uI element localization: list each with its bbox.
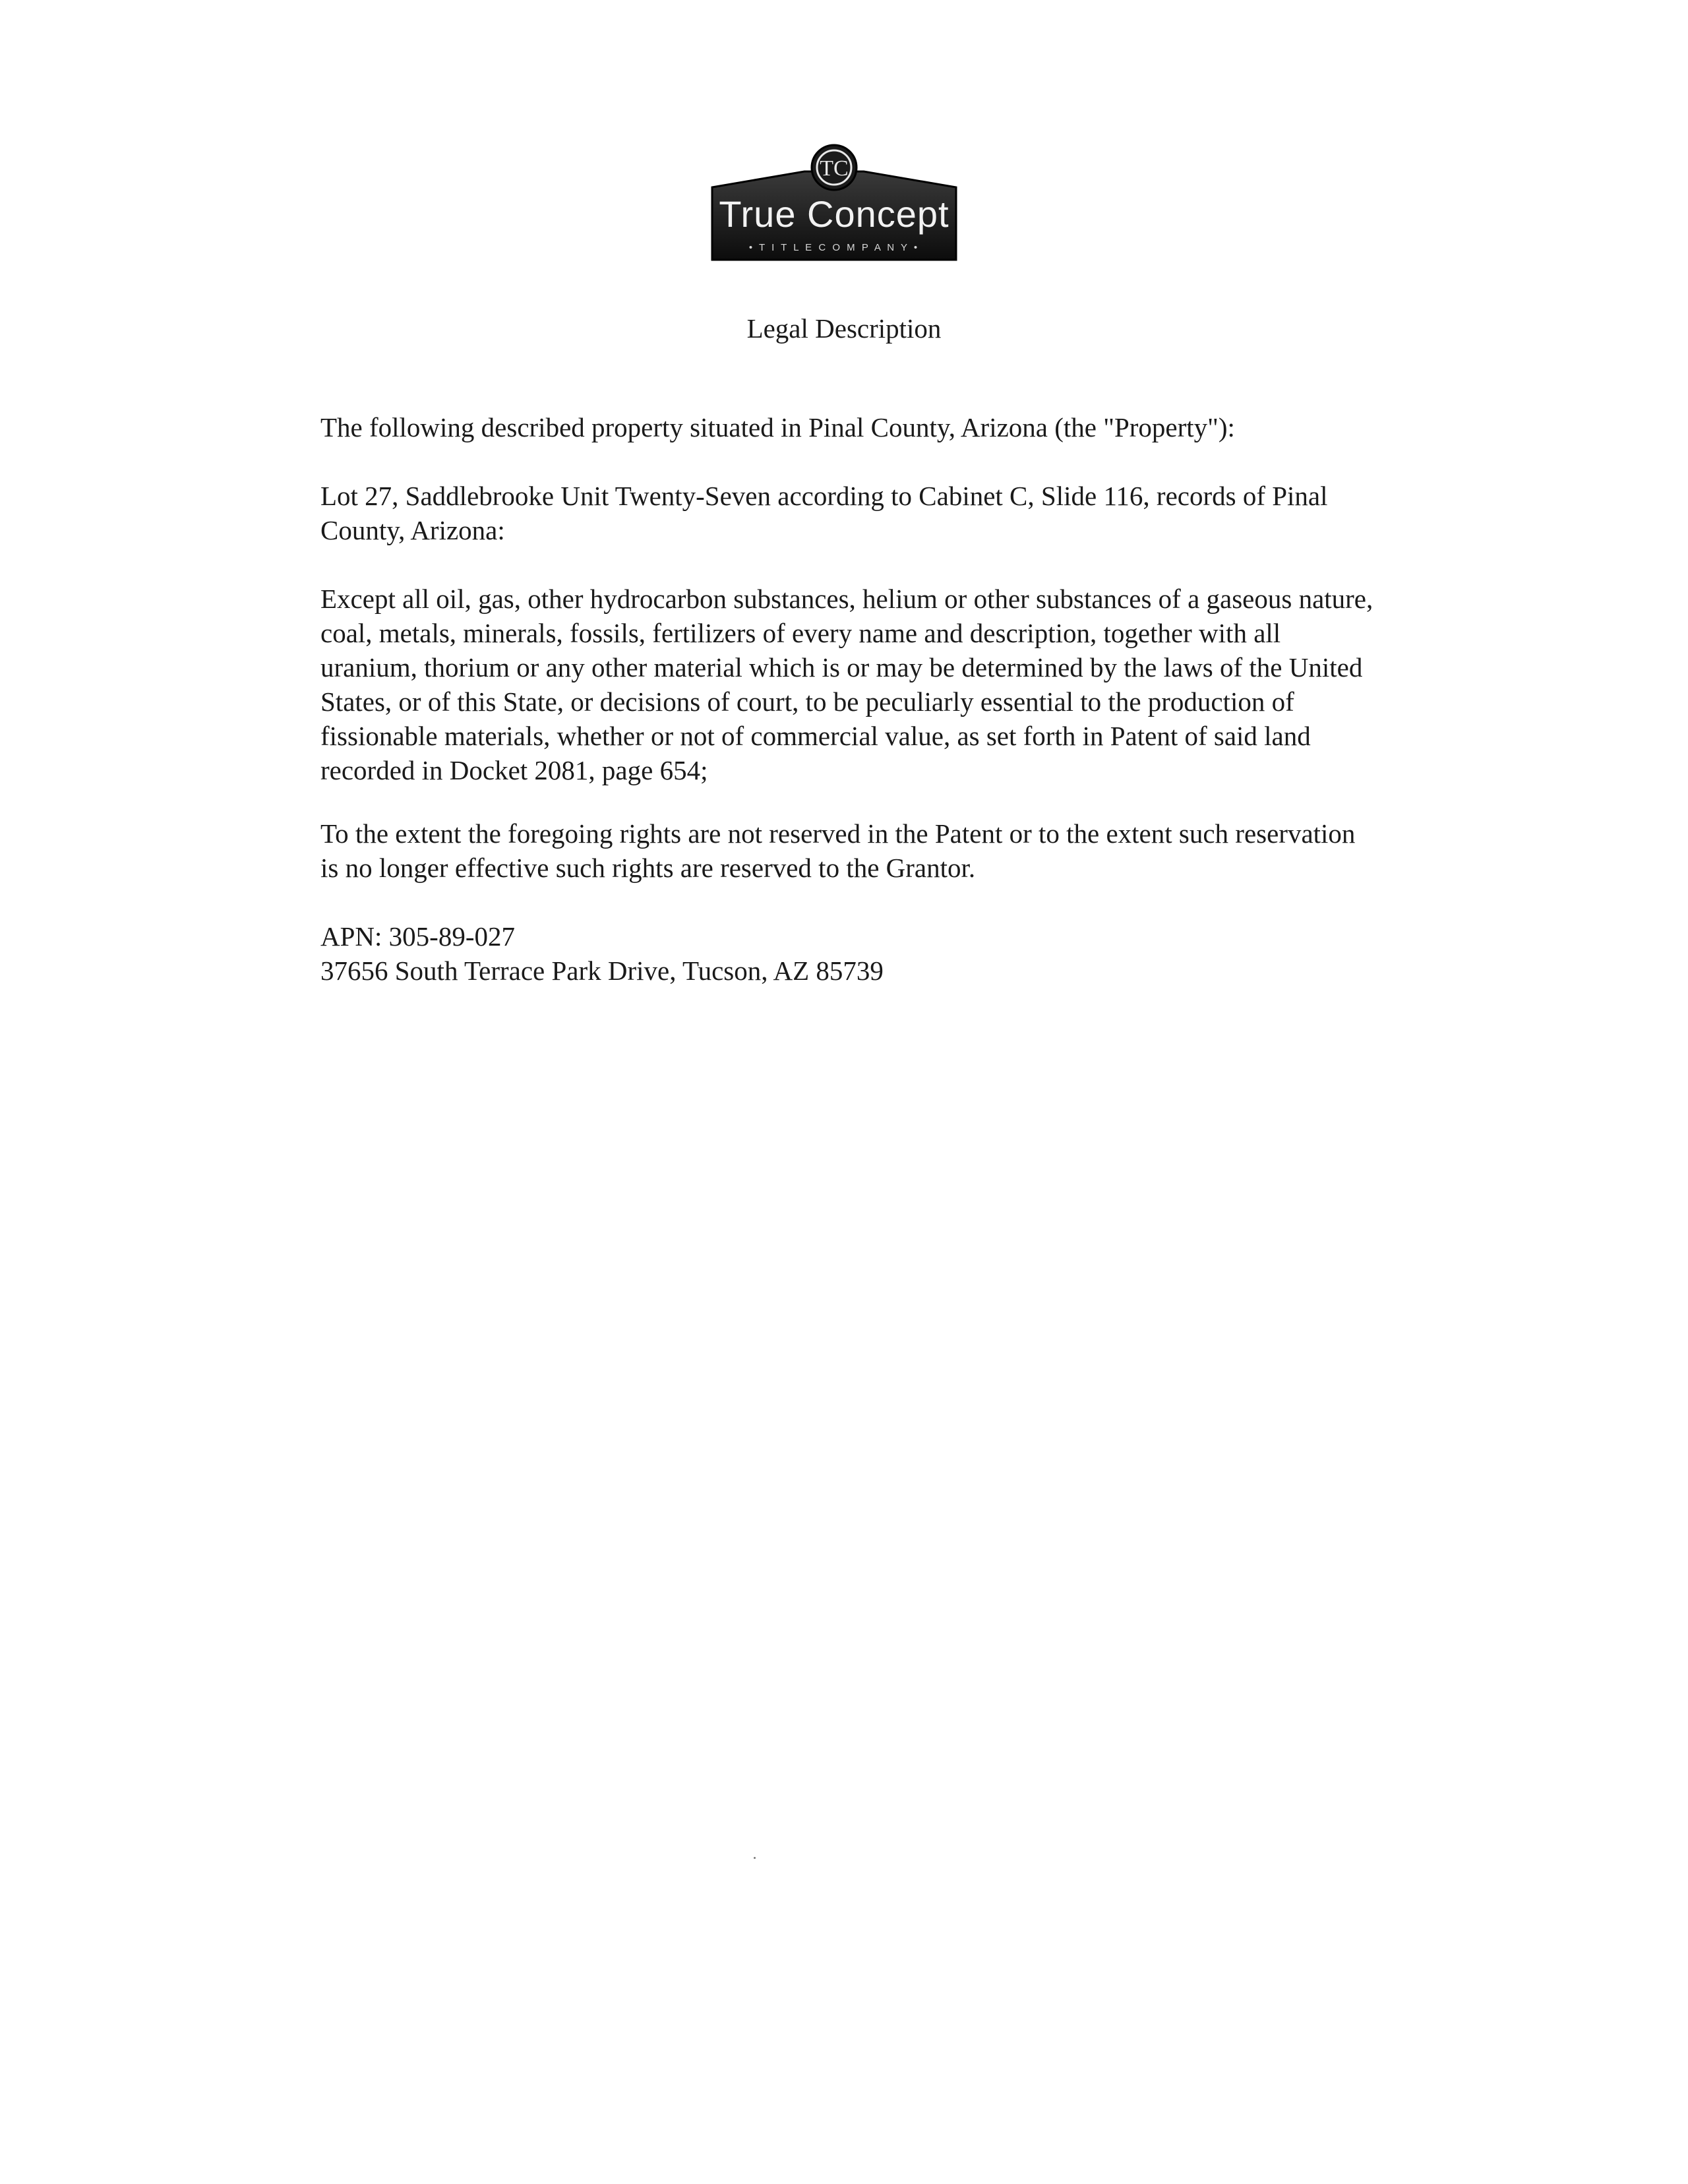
scan-speck bbox=[754, 1857, 756, 1859]
property-address-line: 37656 South Terrace Park Drive, Tucson, AZ 85739 bbox=[320, 956, 884, 986]
property-intro-paragraph: The following described property situated in Pinal County, Arizona (the "Property"): bbox=[320, 412, 1235, 442]
mineral-exception-paragraph: Except all oil, gas, other hydrocarbon substances, helium or other substances of a gaseous nature, coal, metals, minerals, fossils, fertilizers of every name and description, together with all uranium, thorium or any other material which is or may be determined by the laws of the United States, or of this State, or decisions of court, to be peculiarly essential to the production of fissionable materials, whether or not of commercial value, as set forth in Patent of said land recorded in Docket 2081, page 654; bbox=[320, 584, 1373, 785]
logo-tagline: • T I T L E C O M P A N Y • bbox=[748, 242, 920, 253]
logo-graphic bbox=[706, 140, 963, 265]
document-title: Legal Description bbox=[746, 313, 942, 344]
true-concept-logo bbox=[706, 140, 963, 265]
logo-monogram: TC bbox=[820, 156, 849, 181]
rights-reservation-paragraph: To the extent the foregoing rights are not reserved in the Patent or to the extent such reservation is no longer effective such rights are reserved to the Grantor. bbox=[320, 818, 1356, 883]
logo-brand-name: True Concept bbox=[719, 193, 950, 235]
lot-description-paragraph: Lot 27, Saddlebrooke Unit Twenty-Seven according to Cabinet C, Slide 116, records of Pinal County, Arizona: bbox=[320, 481, 1328, 545]
apn-line: APN: 305-89-027 bbox=[320, 921, 515, 952]
